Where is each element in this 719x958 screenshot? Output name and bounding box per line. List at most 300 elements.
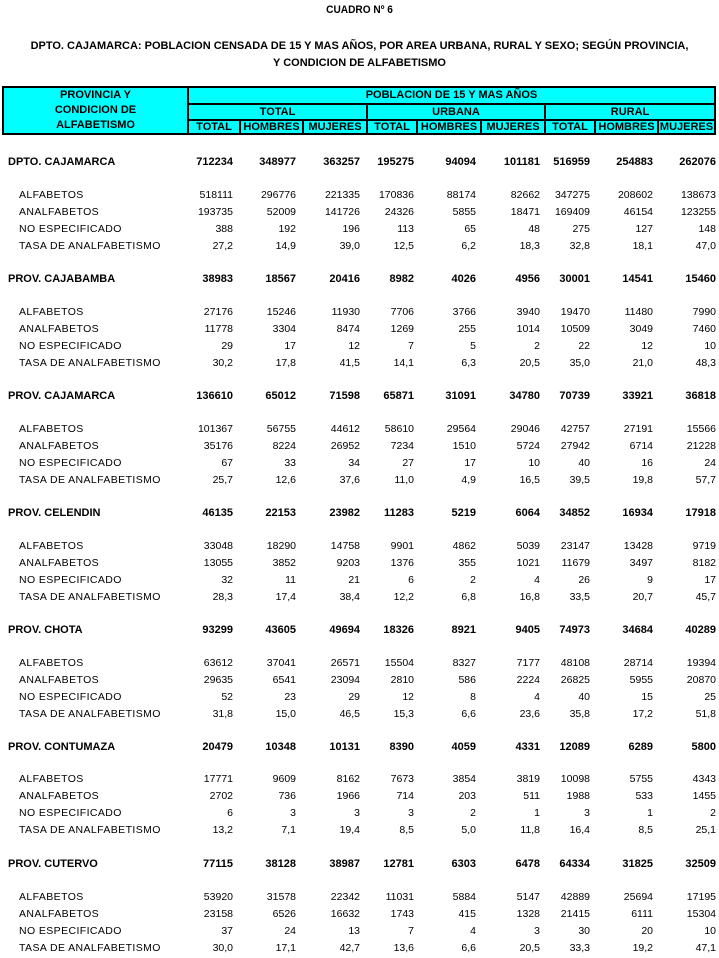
row-label: NO ESPECIFICADO: [19, 457, 122, 469]
cell-rural-total: 10509: [560, 323, 590, 335]
area-header-rural: RURAL: [610, 106, 650, 118]
area-header-urbana: URBANA: [432, 106, 480, 118]
cell-urbana-hombres: 5,0: [461, 824, 476, 836]
cell-urbana-hombres: 8327: [452, 657, 476, 669]
cell-total: 29635: [203, 674, 233, 686]
cell-urbana-hombres: 6,6: [461, 708, 476, 720]
row-label: NO ESPECIFICADO: [19, 807, 122, 819]
area-header-total: TOTAL: [259, 106, 296, 118]
cell-total: 29: [221, 340, 233, 352]
cell-urbana-total: 58610: [384, 423, 414, 435]
cell-hombres: 12,6: [275, 474, 296, 486]
cell-urbana-mujeres: 101181: [503, 156, 540, 168]
cell-rural-mujeres: 36818: [685, 390, 716, 402]
table-row: [0, 357, 719, 373]
cell-mujeres: 42,7: [339, 942, 360, 954]
cell-rural-mujeres: 21228: [686, 440, 716, 452]
header-divider: [480, 121, 482, 133]
header-divider: [594, 121, 596, 133]
table-row: [0, 908, 719, 924]
cell-urbana-hombres: 4026: [451, 273, 476, 285]
cell-rural-hombres: 27191: [623, 423, 653, 435]
cell-urbana-total: 9901: [390, 540, 414, 552]
cell-urbana-hombres: 5219: [451, 507, 476, 519]
cell-rural-hombres: 18,1: [632, 240, 653, 252]
cell-rural-mujeres: 19394: [686, 657, 716, 669]
cell-hombres: 18290: [266, 540, 296, 552]
cell-urbana-total: 11283: [384, 507, 414, 519]
table-row: [0, 925, 719, 941]
cell-total: 101367: [197, 423, 233, 435]
cell-urbana-mujeres: 3819: [516, 773, 540, 785]
section-name: PROV. CELENDIN: [8, 507, 101, 519]
cell-urbana-total: 14,1: [393, 357, 414, 369]
column-header-hombres: HOMBRES: [243, 121, 300, 133]
header-divider: [416, 121, 418, 133]
cell-rural-hombres: 14541: [622, 273, 653, 285]
cell-rural-total: 21415: [560, 908, 590, 920]
cell-hombres: 8224: [272, 440, 296, 452]
cell-total: 27,2: [212, 240, 233, 252]
cell-rural-hombres: 34684: [622, 624, 653, 636]
row-label: ALFABETOS: [19, 657, 84, 669]
cell-hombres: 3852: [272, 557, 296, 569]
table-row: [0, 423, 719, 439]
cell-rural-hombres: 5755: [629, 773, 653, 785]
cell-total: 20479: [202, 741, 233, 753]
cell-urbana-total: 11031: [385, 891, 414, 903]
row-label: ANALFABETOS: [19, 674, 100, 686]
table-row: [0, 942, 719, 958]
cell-rural-mujeres: 1455: [692, 790, 716, 802]
cell-rural-mujeres: 148: [698, 223, 716, 235]
cell-urbana-total: 12: [402, 691, 414, 703]
cell-mujeres: 8474: [336, 323, 360, 335]
cell-urbana-total: 1269: [390, 323, 414, 335]
cell-total: 33048: [203, 540, 233, 552]
cell-total: 38983: [202, 273, 233, 285]
cell-rural-hombres: 28714: [623, 657, 653, 669]
cell-mujeres: 41,5: [339, 357, 360, 369]
cell-mujeres: 38,4: [339, 591, 360, 603]
cell-mujeres: 46,5: [339, 708, 360, 720]
cell-mujeres: 14758: [330, 540, 360, 552]
cell-rural-total: 39,5: [569, 474, 590, 486]
cell-hombres: 17,4: [275, 591, 296, 603]
cell-urbana-mujeres: 11,8: [520, 824, 540, 836]
row-label: NO ESPECIFICADO: [19, 574, 122, 586]
cell-rural-total: 3: [584, 807, 590, 819]
cell-urbana-mujeres: 4: [534, 574, 540, 586]
cell-mujeres: 20416: [329, 273, 360, 285]
table-row: [0, 340, 719, 356]
cell-rural-hombres: 46154: [623, 206, 653, 218]
row-header-line-2: CONDICION DE: [54, 104, 137, 116]
cell-total: 31,8: [212, 708, 233, 720]
cell-rural-hombres: 31825: [622, 858, 653, 870]
cell-urbana-total: 8390: [389, 741, 414, 753]
row-label: ANALFABETOS: [19, 440, 100, 452]
table-row: [0, 440, 719, 456]
cell-rural-hombres: 208602: [617, 189, 653, 201]
cell-urbana-mujeres: 5724: [516, 440, 540, 452]
cell-total: 136610: [196, 390, 233, 402]
row-label: ANALFABETOS: [19, 908, 100, 920]
cell-rural-hombres: 12: [641, 340, 653, 352]
cell-hombres: 17: [284, 340, 296, 352]
header-divider: [544, 105, 546, 133]
cell-total: 35176: [203, 440, 233, 452]
cell-rural-total: 42757: [560, 423, 590, 435]
table-row: [0, 891, 719, 907]
cell-hombres: 6541: [272, 674, 296, 686]
cell-rural-total: 23147: [560, 540, 590, 552]
cell-hombres: 3304: [272, 323, 296, 335]
row-label: TASA DE ANALFABETISMO: [19, 357, 161, 369]
cell-rural-mujeres: 138673: [680, 189, 716, 201]
cell-urbana-total: 65871: [383, 390, 414, 402]
cell-rural-total: 516959: [553, 156, 590, 168]
cell-rural-mujeres: 17918: [685, 507, 716, 519]
cell-urbana-total: 6: [408, 574, 414, 586]
cell-hombres: 10348: [265, 741, 296, 753]
cell-rural-total: 16,4: [569, 824, 590, 836]
table-row: [0, 189, 719, 205]
cell-rural-mujeres: 45,7: [695, 591, 716, 603]
cell-urbana-total: 113: [397, 223, 414, 235]
cell-hombres: 22153: [265, 507, 296, 519]
row-label: ALFABETOS: [19, 423, 84, 435]
section-total-row: [0, 273, 719, 289]
cell-urbana-hombres: 6,6: [461, 942, 476, 954]
row-header-line-1: PROVINCIA Y: [60, 89, 131, 101]
row-label: TASA DE ANALFABETISMO: [19, 708, 161, 720]
cell-mujeres: 44612: [330, 423, 360, 435]
cell-rural-hombres: 17,2: [632, 708, 653, 720]
cell-urbana-mujeres: 6064: [515, 507, 540, 519]
cell-urbana-total: 195275: [377, 156, 414, 168]
row-label: ANALFABETOS: [19, 323, 100, 335]
cell-total: 27176: [203, 306, 233, 318]
cell-urbana-mujeres: 10: [528, 457, 540, 469]
cell-urbana-total: 12,2: [393, 591, 414, 603]
cell-hombres: 296776: [260, 189, 296, 201]
row-label: TASA DE ANALFABETISMO: [19, 240, 161, 252]
cell-rural-mujeres: 48,3: [695, 357, 716, 369]
row-label: ANALFABETOS: [19, 557, 100, 569]
cell-rural-hombres: 11480: [624, 306, 653, 318]
cell-urbana-hombres: 8921: [451, 624, 476, 636]
row-label: ANALFABETOS: [19, 206, 100, 218]
cell-hombres: 56755: [266, 423, 296, 435]
cell-urbana-hombres: 2: [470, 574, 476, 586]
cell-mujeres: 19,4: [339, 824, 360, 836]
section-name: PROV. CHOTA: [8, 624, 83, 636]
row-label: NO ESPECIFICADO: [19, 925, 122, 937]
cell-total: 17771: [203, 773, 233, 785]
cell-hombres: 33: [284, 457, 296, 469]
row-label: NO ESPECIFICADO: [19, 340, 122, 352]
cell-urbana-hombres: 94094: [445, 156, 476, 168]
cell-rural-mujeres: 9719: [692, 540, 716, 552]
cell-rural-total: 34852: [559, 507, 590, 519]
cell-rural-mujeres: 32509: [685, 858, 716, 870]
column-header-rural-hombres: HOMBRES: [598, 121, 655, 133]
cell-mujeres: 11930: [331, 306, 360, 318]
cell-rural-hombres: 19,2: [632, 942, 653, 954]
table-row: [0, 773, 719, 789]
cell-rural-total: 1988: [566, 790, 590, 802]
table-row: [0, 807, 719, 823]
cell-urbana-mujeres: 20,5: [519, 357, 540, 369]
cell-rural-total: 26825: [560, 674, 590, 686]
column-header-urbana-mujeres: MUJERES: [486, 121, 540, 133]
cell-rural-hombres: 5955: [629, 674, 653, 686]
row-label: NO ESPECIFICADO: [19, 223, 122, 235]
table-row: [0, 474, 719, 490]
cell-urbana-hombres: 586: [458, 674, 476, 686]
section-total-row: [0, 741, 719, 757]
cell-hombres: 18567: [265, 273, 296, 285]
cell-rural-mujeres: 17195: [686, 891, 716, 903]
cell-total: 30,2: [212, 357, 233, 369]
cell-urbana-hombres: 4,9: [461, 474, 476, 486]
table-header: [2, 86, 716, 135]
cell-mujeres: 10131: [329, 741, 360, 753]
table-row: [0, 223, 719, 239]
cell-total: 67: [221, 457, 233, 469]
cell-rural-mujeres: 15566: [686, 423, 716, 435]
cell-hombres: 192: [278, 223, 296, 235]
cell-hombres: 31578: [266, 891, 296, 903]
column-header-rural-total: TOTAL: [552, 121, 588, 133]
cell-total: 388: [215, 223, 233, 235]
section-name: PROV. CONTUMAZA: [8, 741, 116, 753]
cell-rural-mujeres: 17: [704, 574, 716, 586]
cell-urbana-mujeres: 1: [534, 807, 540, 819]
cell-hombres: 9609: [272, 773, 296, 785]
cell-urbana-mujeres: 18,3: [519, 240, 540, 252]
cell-rural-mujeres: 8182: [692, 557, 716, 569]
cell-total: 518111: [199, 189, 233, 201]
cell-urbana-hombres: 8: [470, 691, 476, 703]
cell-hombres: 17,1: [275, 942, 296, 954]
cell-mujeres: 141726: [324, 206, 360, 218]
table-row: [0, 557, 719, 573]
cell-hombres: 65012: [265, 390, 296, 402]
cell-rural-hombres: 3049: [629, 323, 653, 335]
cell-urbana-total: 12781: [383, 858, 414, 870]
cell-mujeres: 49694: [329, 624, 360, 636]
cell-rural-mujeres: 7990: [692, 306, 716, 318]
cell-urbana-total: 7673: [390, 773, 414, 785]
cell-rural-mujeres: 15460: [685, 273, 716, 285]
cell-hombres: 17,8: [275, 357, 296, 369]
cell-mujeres: 13: [348, 925, 360, 937]
header-divider: [189, 103, 714, 105]
cell-rural-total: 40: [578, 457, 590, 469]
cell-urbana-total: 27: [402, 457, 414, 469]
cell-rural-total: 33,3: [569, 942, 590, 954]
cell-hombres: 37041: [266, 657, 296, 669]
cell-mujeres: 22342: [330, 891, 360, 903]
cell-rural-mujeres: 262076: [679, 156, 716, 168]
cell-urbana-total: 714: [396, 790, 414, 802]
cell-urbana-hombres: 1510: [452, 440, 476, 452]
cell-urbana-hombres: 3854: [452, 773, 476, 785]
cell-rural-mujeres: 51,8: [695, 708, 716, 720]
cell-urbana-mujeres: 29046: [510, 423, 540, 435]
cell-urbana-total: 170836: [378, 189, 414, 201]
column-header-rural-mujeres: MUJERES: [659, 121, 714, 133]
cell-urbana-total: 15504: [384, 657, 414, 669]
row-label: NO ESPECIFICADO: [19, 691, 122, 703]
cell-urbana-mujeres: 1021: [516, 557, 540, 569]
cell-total: 37: [221, 925, 233, 937]
section-name: PROV. CUTERVO: [8, 858, 98, 870]
cell-urbana-mujeres: 1328: [516, 908, 540, 920]
cell-urbana-total: 1376: [390, 557, 414, 569]
table-row: [0, 674, 719, 690]
cell-urbana-mujeres: 3: [534, 925, 540, 937]
cell-urbana-hombres: 255: [458, 323, 476, 335]
cell-hombres: 3: [290, 807, 296, 819]
cell-urbana-mujeres: 16,5: [519, 474, 540, 486]
cell-mujeres: 16632: [330, 908, 360, 920]
cell-total: 13055: [203, 557, 233, 569]
cell-mujeres: 21: [348, 574, 360, 586]
cell-urbana-total: 7: [408, 925, 414, 937]
cell-mujeres: 71598: [329, 390, 360, 402]
cell-rural-total: 64334: [559, 858, 590, 870]
cell-rural-hombres: 1: [647, 807, 653, 819]
cell-rural-hombres: 3497: [629, 557, 653, 569]
cell-rural-mujeres: 5800: [691, 741, 716, 753]
cell-total: 93299: [202, 624, 233, 636]
cell-urbana-hombres: 4862: [452, 540, 476, 552]
cell-hombres: 15246: [266, 306, 296, 318]
cell-total: 63612: [203, 657, 233, 669]
cell-urbana-mujeres: 9405: [515, 624, 540, 636]
table-row: [0, 691, 719, 707]
column-header-total: TOTAL: [196, 121, 232, 133]
cell-urbana-hombres: 415: [458, 908, 476, 920]
cell-hombres: 736: [278, 790, 296, 802]
cell-urbana-mujeres: 1014: [516, 323, 540, 335]
cell-total: 193735: [197, 206, 233, 218]
cell-rural-mujeres: 15304: [686, 908, 716, 920]
cell-rural-total: 169409: [554, 206, 590, 218]
section-name: DPTO. CAJAMARCA: [8, 156, 116, 168]
cell-urbana-mujeres: 511: [523, 790, 540, 802]
cell-hombres: 11: [285, 574, 296, 586]
row-label: TASA DE ANALFABETISMO: [19, 824, 161, 836]
cell-rural-total: 35,0: [569, 357, 590, 369]
cell-hombres: 23: [284, 691, 296, 703]
cell-rural-mujeres: 25: [704, 691, 716, 703]
cell-urbana-hombres: 6303: [451, 858, 476, 870]
cell-total: 53920: [203, 891, 233, 903]
table-row: [0, 540, 719, 556]
row-label: ANALFABETOS: [19, 790, 100, 802]
cell-urbana-mujeres: 6478: [515, 858, 540, 870]
cell-rural-mujeres: 25,1: [695, 824, 716, 836]
cell-mujeres: 3: [354, 807, 360, 819]
cell-total: 712234: [196, 156, 233, 168]
header-divider: [657, 121, 659, 133]
cell-hombres: 24: [284, 925, 296, 937]
cell-mujeres: 221335: [324, 189, 360, 201]
cell-rural-total: 19470: [560, 306, 590, 318]
cell-rural-hombres: 13428: [623, 540, 653, 552]
cell-hombres: 6526: [272, 908, 296, 920]
cell-urbana-hombres: 355: [458, 557, 476, 569]
cell-urbana-total: 8,5: [399, 824, 414, 836]
cell-rural-total: 10098: [560, 773, 590, 785]
table-row: [0, 824, 719, 840]
cell-urbana-hombres: 31091: [445, 390, 476, 402]
group-header: POBLACION DE 15 Y MAS AÑOS: [365, 89, 538, 101]
cell-rural-mujeres: 10: [704, 925, 716, 937]
cell-rural-hombres: 533: [635, 790, 653, 802]
cell-mujeres: 196: [342, 223, 360, 235]
cell-mujeres: 37,6: [339, 474, 360, 486]
cell-urbana-hombres: 3766: [452, 306, 476, 318]
cell-rural-hombres: 20: [641, 925, 653, 937]
cell-total: 23158: [203, 908, 233, 920]
header-divider: [239, 121, 241, 133]
cell-rural-mujeres: 47,0: [695, 240, 716, 252]
cell-urbana-hombres: 65: [464, 223, 476, 235]
cell-rural-mujeres: 40289: [685, 624, 716, 636]
cell-urbana-hombres: 29564: [446, 423, 476, 435]
cell-rural-hombres: 20,7: [632, 591, 653, 603]
cell-total: 6: [227, 807, 233, 819]
row-label: ALFABETOS: [19, 773, 84, 785]
cell-total: 13,2: [212, 824, 233, 836]
row-header-line-3: ALFABETISMO: [56, 119, 135, 131]
cell-rural-total: 70739: [559, 390, 590, 402]
cell-urbana-mujeres: 34780: [509, 390, 540, 402]
cell-rural-total: 35,8: [569, 708, 590, 720]
table-row: [0, 306, 719, 322]
header-divider: [187, 88, 189, 133]
cell-urbana-hombres: 88174: [446, 189, 476, 201]
cell-rural-total: 26: [578, 574, 590, 586]
section-name: PROV. CAJAMARCA: [8, 390, 116, 402]
cell-total: 25,7: [212, 474, 233, 486]
cell-rural-hombres: 19,8: [632, 474, 653, 486]
cell-rural-hombres: 8,5: [638, 824, 653, 836]
section-total-row: [0, 156, 719, 172]
cell-urbana-total: 15,3: [393, 708, 414, 720]
cell-mujeres: 12: [348, 340, 360, 352]
cell-urbana-hombres: 4059: [451, 741, 476, 753]
cell-rural-hombres: 21,0: [632, 357, 653, 369]
cell-urbana-total: 12,5: [393, 240, 414, 252]
table-title: [0, 38, 719, 72]
cell-total: 77115: [203, 858, 233, 870]
cell-hombres: 38128: [265, 858, 296, 870]
cell-mujeres: 39,0: [339, 240, 360, 252]
cell-urbana-mujeres: 20,5: [519, 942, 540, 954]
column-header-urbana-hombres: HOMBRES: [420, 121, 478, 133]
cell-rural-mujeres: 2: [710, 807, 716, 819]
cell-urbana-total: 11,0: [394, 474, 414, 486]
cell-total: 30,0: [212, 942, 233, 954]
cell-rural-mujeres: 4343: [692, 773, 716, 785]
cell-rural-hombres: 6111: [631, 908, 653, 920]
